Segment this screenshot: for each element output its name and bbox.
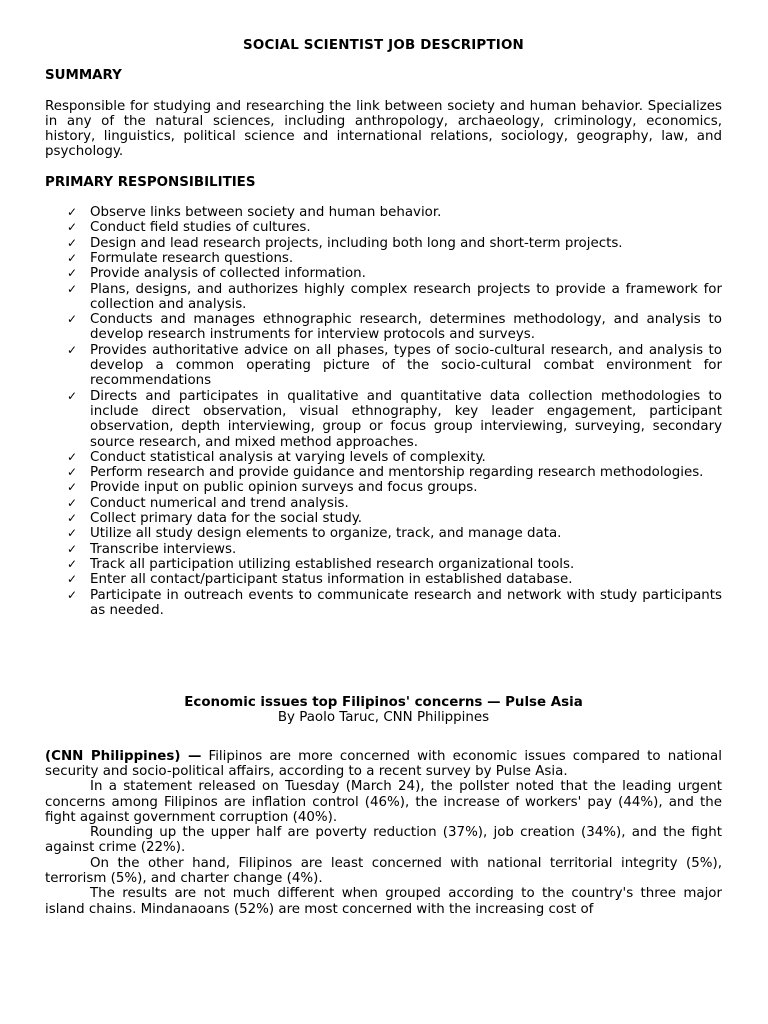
responsibility-text: Conduct statistical analysis at varying levels of complexity. [90,449,486,465]
summary-heading: SUMMARY [45,68,122,84]
checkmark-icon: ✓ [67,526,78,541]
responsibility-item [45,205,722,220]
checkmark-icon: ✓ [67,235,78,250]
responsibility-item [45,266,722,281]
responsibility-text: Provide analysis of collected information. [90,266,366,282]
responsibility-item [45,572,722,587]
checkmark-icon: ✓ [67,220,78,235]
checkmark-icon: ✓ [67,205,78,220]
responsibility-item [45,542,722,557]
responsibility-text: Formulate research questions. [90,250,294,266]
responsibility-text: Directs and participates in qualitative and quantitative data collection methodologies to include direct observation, visual ethnography, key leader engagement, participant observation, depth interviewing, group or focus group interviewing, surveying, secondary source research, and mixed method approaches. [90,388,722,450]
article-paragraph [45,749,722,780]
news-article [45,695,722,917]
responsibility-item [45,465,722,480]
responsibility-text: Enter all contact/participant status information in established database. [90,572,573,588]
responsibility-item [45,220,722,235]
responsibility-item [45,312,722,343]
checkmark-icon: ✓ [67,541,78,556]
responsibility-item [45,389,722,450]
responsibility-item [45,511,722,526]
article-paragraph-text: Filipinos are more concerned with economic issues compared to national security and socio-political affairs, according to a recent survey by Pulse Asia. [45,748,722,779]
checkmark-icon: ✓ [67,449,78,464]
checkmark-icon: ✓ [67,388,78,403]
document-title: SOCIAL SCIENTIST JOB DESCRIPTION [243,38,524,53]
article-paragraph: In a statement released on Tuesday (March 24), the pollster noted that the leading urgent concerns among Filipinos are inflation control (46%), the increase of workers' pay (44%), and the fight against government corruption (40%). [45,779,722,825]
summary-text: Responsible for studying and researching the link between society and human behavior. Specializes in any of the natural sciences, including anthropology, archaeology, criminology, economics, history, linguistics, political science and international relations, sociology, geography, law, and psychology. [45,98,722,160]
responsibility-text: Transcribe interviews. [90,541,237,557]
article-lead: (CNN Philippines) — [45,748,202,764]
checkmark-icon: ✓ [67,572,78,587]
responsibility-item [45,526,722,541]
responsibility-item [45,236,722,251]
responsibility-text: Participate in outreach events to communicate research and network with study participants as needed. [90,587,722,618]
checkmark-icon: ✓ [67,250,78,265]
checkmark-icon: ✓ [67,281,78,296]
responsibility-item [45,282,722,313]
responsibility-text: Track all participation utilizing established research organizational tools. [90,556,575,572]
responsibility-text: Observe links between society and human behavior. [90,205,442,221]
checkmark-icon: ✓ [67,342,78,357]
checkmark-icon: ✓ [67,480,78,495]
checkmark-icon: ✓ [67,556,78,571]
checkmark-icon: ✓ [67,465,78,480]
responsibility-text: Conducts and manages ethnographic research, determines methodology, and analysis to develop research instruments for interview protocols and surveys. [90,312,722,343]
responsibility-text: Collect primary data for the social study. [90,511,362,527]
article-title: Economic issues top Filipinos' concerns — Pulse Asia [184,695,583,711]
checkmark-icon: ✓ [67,511,78,526]
responsibility-item [45,251,722,266]
responsibility-item [45,588,722,619]
document-page [45,38,722,917]
responsibility-text: Design and lead research projects, including both long and short-term projects. [90,235,623,251]
checkmark-icon: ✓ [67,495,78,510]
responsibility-text: Provide input on public opinion surveys and focus groups. [90,480,478,496]
checkmark-icon: ✓ [67,312,78,327]
checkmark-icon: ✓ [67,587,78,602]
responsibility-item [45,496,722,511]
responsibility-text: Conduct numerical and trend analysis. [90,495,349,511]
article-paragraph: The results are not much different when grouped according to the country's three major island chains. Mindanaoans (52%) are most concerned with the increasing cost of [45,886,722,917]
article-paragraph: On the other hand, Filipinos are least concerned with national territorial integrity (5%), terrorism (5%), and charter change (4%). [45,855,722,887]
article-paragraph: Rounding up the upper half are poverty reduction (37%), job creation (34%), and the fight against crime (22%). [45,825,722,856]
responsibility-text: Plans, designs, and authorizes highly complex research projects to provide a framework for collection and analysis. [90,281,722,312]
responsibility-item [45,557,722,572]
checkmark-icon: ✓ [67,266,78,281]
responsibility-item [45,450,722,465]
responsibility-text: Utilize all study design elements to organize, track, and manage data. [90,526,562,542]
article-byline: By Paolo Taruc, CNN Philippines [277,710,490,726]
responsibility-item [45,480,722,495]
responsibility-text: Perform research and provide guidance and mentorship regarding research methodologies. [90,465,704,481]
responsibility-item [45,343,722,389]
responsibility-text: Conduct field studies of cultures. [90,220,311,236]
responsibilities-list [45,205,722,618]
responsibilities-heading: PRIMARY RESPONSIBILITIES [45,174,256,190]
responsibility-text: Provides authoritative advice on all phases, types of socio-cultural research, and analysis to develop a common operating picture of the socio-cultural combat environment for recommendations [90,342,722,389]
